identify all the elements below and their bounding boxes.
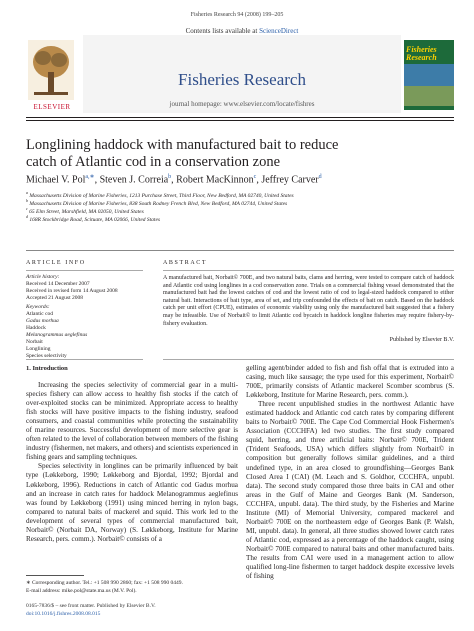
affiliation-text: Massachusetts Division of Marine Fisheries, 838 South Rodney French Blvd, New Bedford, MA 02744, United States bbox=[29, 200, 288, 207]
article-info-rule bbox=[26, 270, 143, 271]
elsevier-tree-logo bbox=[28, 40, 74, 100]
keyword: Melanogrammus aeglefinus bbox=[26, 332, 88, 338]
author-3-affil[interactable]: c bbox=[253, 174, 257, 180]
keyword: Haddock bbox=[26, 325, 46, 331]
abstract-bottom-rule bbox=[163, 359, 454, 360]
affiliation-marker: b bbox=[26, 198, 28, 203]
keywords-label: Keywords: bbox=[26, 304, 50, 310]
author-sep: , bbox=[171, 174, 177, 186]
sciencedirect-link[interactable]: ScienceDirect bbox=[259, 27, 299, 35]
author-list bbox=[26, 173, 446, 185]
article-info-bottom-rule bbox=[26, 359, 143, 360]
keyword: Longlining bbox=[26, 346, 51, 352]
author-2-affil[interactable]: b bbox=[168, 174, 172, 180]
affiliation-marker: a bbox=[26, 190, 28, 195]
journal-citation: Fisheries Research 94 (2008) 199–205 bbox=[190, 12, 284, 18]
header-rule-2 bbox=[26, 120, 454, 121]
affiliation-d bbox=[26, 214, 446, 223]
keyword: Atlantic cod bbox=[26, 311, 54, 317]
affiliation-text: Massachusetts Division of Marine Fisheries, 1213 Purchase Street, Third Floor, New Bedford, MA 02740, United States bbox=[29, 192, 294, 199]
history-received: Received 14 December 2007 bbox=[26, 281, 90, 287]
author-3: Robert MacKinnon bbox=[176, 174, 254, 186]
author-2: Steven J. Correia bbox=[99, 174, 169, 186]
corresponding-footnote: ∗ Corresponding author. Tel.: +1 508 990 2860; fax: +1 508 990 0449. bbox=[26, 580, 183, 586]
keyword: Species selectivity bbox=[26, 353, 67, 359]
issn-line: 0165-7836/$ – see front matter. Published by Elsevier B.V. bbox=[26, 603, 156, 609]
publisher-note: Published by Elsevier B.V. bbox=[389, 337, 454, 343]
history-revised: Received in revised form 14 August 2008 bbox=[26, 288, 118, 294]
cover-image-band-lower bbox=[404, 86, 454, 106]
cover-title: Fisheries Research bbox=[406, 45, 437, 62]
author-sep: , bbox=[94, 174, 100, 186]
body-paragraph: Three recent unpublished studies in the northwest Atlantic have estimated haddock and Atlantic cod catch rates by comparing different baits to Norbait© 700E. The Cape Cod Commercial Hook Fishermen's Association (CCCHFA) led two studies. The first study compared squid, herring, and three artificial baits: Norbait© 700E, Trident (Trident Seafoods, USA) which differs slightly from Norbait© in composition but generally follows similar guidelines, and a third undefined type, in an area closed to groundfishing—Georges Bank Closed Area I (CAI) (M. Leach and S. Goldhor, CCCHFA, unpubl. data). The second study compared those three baits in CAI and other areas in the Gulf of Maine and Georges Bank (M. Sanderson, CCCHFA, unpubl. data). The third study, by the Fisheries and Marine Institute (MI) of Memorial University, compared mackerel and Norbait© 700E on the northeastern edge of Georges Bank (P. Walsh, MI, unpubl. data). In general, all three studies showed lower catch rates of Atlantic cod, expressed as a percentage of the haddock caught, using Norbait© 700E compared to natural baits and other manufactured baits. The results from CAI were used in a management action to allow qualified long-line fishermen to target haddock despite excessive levels of fishing bbox=[246, 400, 454, 581]
affiliation-text: 168R Stockbridge Road, Scituate, MA 02066, United States bbox=[29, 216, 161, 223]
keyword: Gadus morhua bbox=[26, 318, 59, 324]
article-title: Longlining haddock with manufactured bait to reduce catch of Atlantic cod in a conservation zone bbox=[26, 137, 339, 170]
author-4: Jeffrey Carver bbox=[261, 174, 319, 186]
journal-cover-thumbnail bbox=[404, 40, 454, 110]
author-1-affil[interactable]: a,∗ bbox=[85, 174, 95, 180]
article-info-heading: ARTICLE INFO bbox=[26, 260, 86, 266]
affiliation-text: 65 Elm Street, Marshfield, MA 02050, United States bbox=[29, 208, 144, 215]
contents-line bbox=[83, 27, 401, 35]
history-accepted: Accepted 21 August 2008 bbox=[26, 295, 83, 301]
author-4-affil[interactable]: d bbox=[318, 174, 322, 180]
body-column-left bbox=[26, 381, 238, 544]
abstract-rule bbox=[163, 270, 454, 271]
doi-link[interactable]: doi:10.1016/j.fishres.2008.08.015 bbox=[26, 611, 101, 617]
footnote-rule bbox=[26, 575, 84, 576]
journal-homepage[interactable]: journal homepage: www.elsevier.com/locate/fishres bbox=[169, 100, 315, 108]
body-column-right bbox=[246, 364, 454, 581]
body-paragraph: Increasing the species selectivity of commercial gear in a multi-species fishery can allow access to healthy fish stocks if the catch of over-exploited stocks can be minimized. Appropriate access to healthy fish stocks will have positive impacts to the fishing industry, seafood consumers, and coastal communities while protecting the sustainability of marine resources. Successful development of more selective gear is often related to the level of collaboration between members of the fishing industry (fishermen, net makers, and others) and scientists experienced in fishing gears and sampling techniques. bbox=[26, 381, 238, 462]
body-paragraph: gelling agent/binder added to fish and fish offal that is extruded into a casing, much like sausage; the type used for this experiment, Norbait© 700E, primarily consists of Atlantic mackerel Scomber scombrus (S. Løkkeborg, Institute for Marine Research, pers. comm.). bbox=[246, 364, 454, 400]
author-1: Michael V. Pol bbox=[26, 174, 86, 186]
abstract-text: A manufactured bait, Norbait© 700E, and two natural baits, clams and herring, were tested to compare catch of haddock and Atlantic cod using longlines in a cod conservation zone. Trials on a commercial fishing vessel demonstrated that the manufactured bait had the lowest catches of cod and the lowest ratio of cod to legal-sized haddock compared to either natural bait. Interactions of bait type, area of set, and trip confounded the effects of bait on catch. Based on the haddock catch per unit effort (CPUE), estimates of economic viability using only the manufactured bait suggested that a fishery may be infeasible. Use of Norbait© to limit Atlantic cod bycatch in haddock longline fisheries may require fishery-by-fishery evaluation. bbox=[163, 275, 454, 327]
header-rule bbox=[26, 117, 454, 118]
history-label: Article history: bbox=[26, 274, 60, 280]
affiliation-marker: c bbox=[26, 206, 28, 211]
author-sep: , bbox=[256, 174, 262, 186]
contents-prefix: Contents lists available at bbox=[185, 27, 260, 35]
body-paragraph: Species selectivity in longlines can be primarily influenced by bait type (Løkkeborg, 1990; Løkkeborg and Bjordal, 1992; Bjordal and Løkkeborg, 1996). Reductions in catch of Atlantic cod Gadus morhua and an increase in catch rates for haddock Melanogrammus aeglefinus was found by Løkkeborg (1991) using minced herring in nylon bags, compared to natural baits of mackerel and squid. This work led to the development of several types of commercial manufactured bait, Norbait© (Norbait DA, Norway) (S. Løkkeborg, Institute for Marine Research, pers. comm.). Norbait© consists of a bbox=[26, 462, 238, 543]
section-rule bbox=[26, 250, 454, 251]
abstract-heading: ABSTRACT bbox=[163, 260, 208, 266]
affiliation-marker: d bbox=[26, 214, 28, 219]
elsevier-wordmark: ELSEVIER bbox=[33, 103, 71, 111]
introduction-heading: 1. Introduction bbox=[26, 365, 68, 372]
keyword: Norbait bbox=[26, 339, 43, 345]
journal-title: Fisheries Research bbox=[178, 70, 306, 89]
email-footnote[interactable]: E-mail address: mike.pol@state.ma.us (M.V. Pol). bbox=[26, 588, 137, 594]
